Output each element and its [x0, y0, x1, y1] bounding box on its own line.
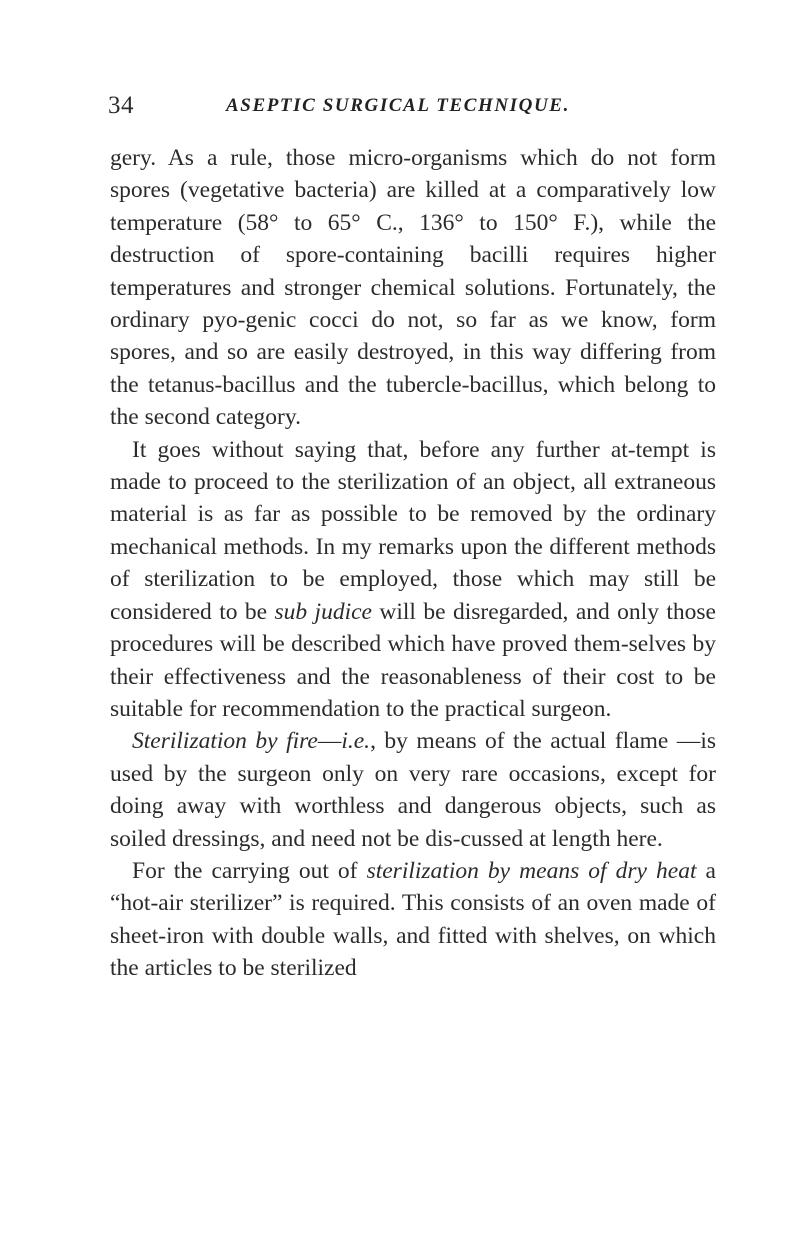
running-head [108, 91, 718, 121]
paragraph-text: — [317, 728, 342, 755]
paragraph-sterilization-by-fire [110, 725, 716, 855]
italic-phrase: Sterilization by fire [132, 728, 318, 755]
running-title: ASEPTIC SURGICAL TECHNIQUE. [226, 95, 570, 116]
paragraph-text: , by means of the actual flame —is used by the surgeon only on very rare occasions, except for doing away with worthless and dangerous objects, such as soiled dressings, and need not be dis-cussed at length here. [110, 728, 717, 852]
paragraph-mechanical-cleaning [110, 434, 716, 726]
paragraph-spores [110, 142, 716, 434]
paragraph-dry-heat [110, 855, 716, 985]
italic-phrase: sterilization by means of dry heat [366, 857, 697, 884]
paragraph-text: It goes without saying that, before any further at-tempt is made to proceed to the sterilization of an object, all extraneous material is as far as possible to be removed by the ordinary mechanical methods. In my remarks upon the different methods of sterilization to be employed, those which may still be considered to be [110, 436, 716, 625]
italic-phrase: i.e. [341, 728, 371, 755]
paragraph-text: a “hot-air sterilizer” is required. This consists of an oven made of sheet-iron with double walls, and fitted with shelves, on which the articles to be sterilized [110, 857, 716, 982]
paragraph-text: gery. As a rule, those micro-organisms which do not form spores (vegetative bacteria) are killed at a comparatively low temperature (58° to 65° C., 136° to 150° F.), while the destruction of spore-containing bacilli requires higher temperatures and stronger chemical solutions. Fortunately, the ordinary pyo-genic cocci do not, so far as we know, form spores, and so are easily destroyed, in this way differing from the tetanus-bacillus and the tubercle-bacillus, which belong to the second category. [110, 145, 716, 431]
body-text [110, 142, 716, 985]
paragraph-text: For the carrying out of [132, 857, 367, 884]
paragraph-text: will be disregarded, and only those procedures will be described which have proved them-selves by their effectiveness and the reasonableness of their cost to be suitable for recommendation to the practical surgeon. [110, 598, 716, 722]
page-number: 34 [108, 92, 134, 119]
italic-phrase: sub judice [274, 598, 372, 625]
